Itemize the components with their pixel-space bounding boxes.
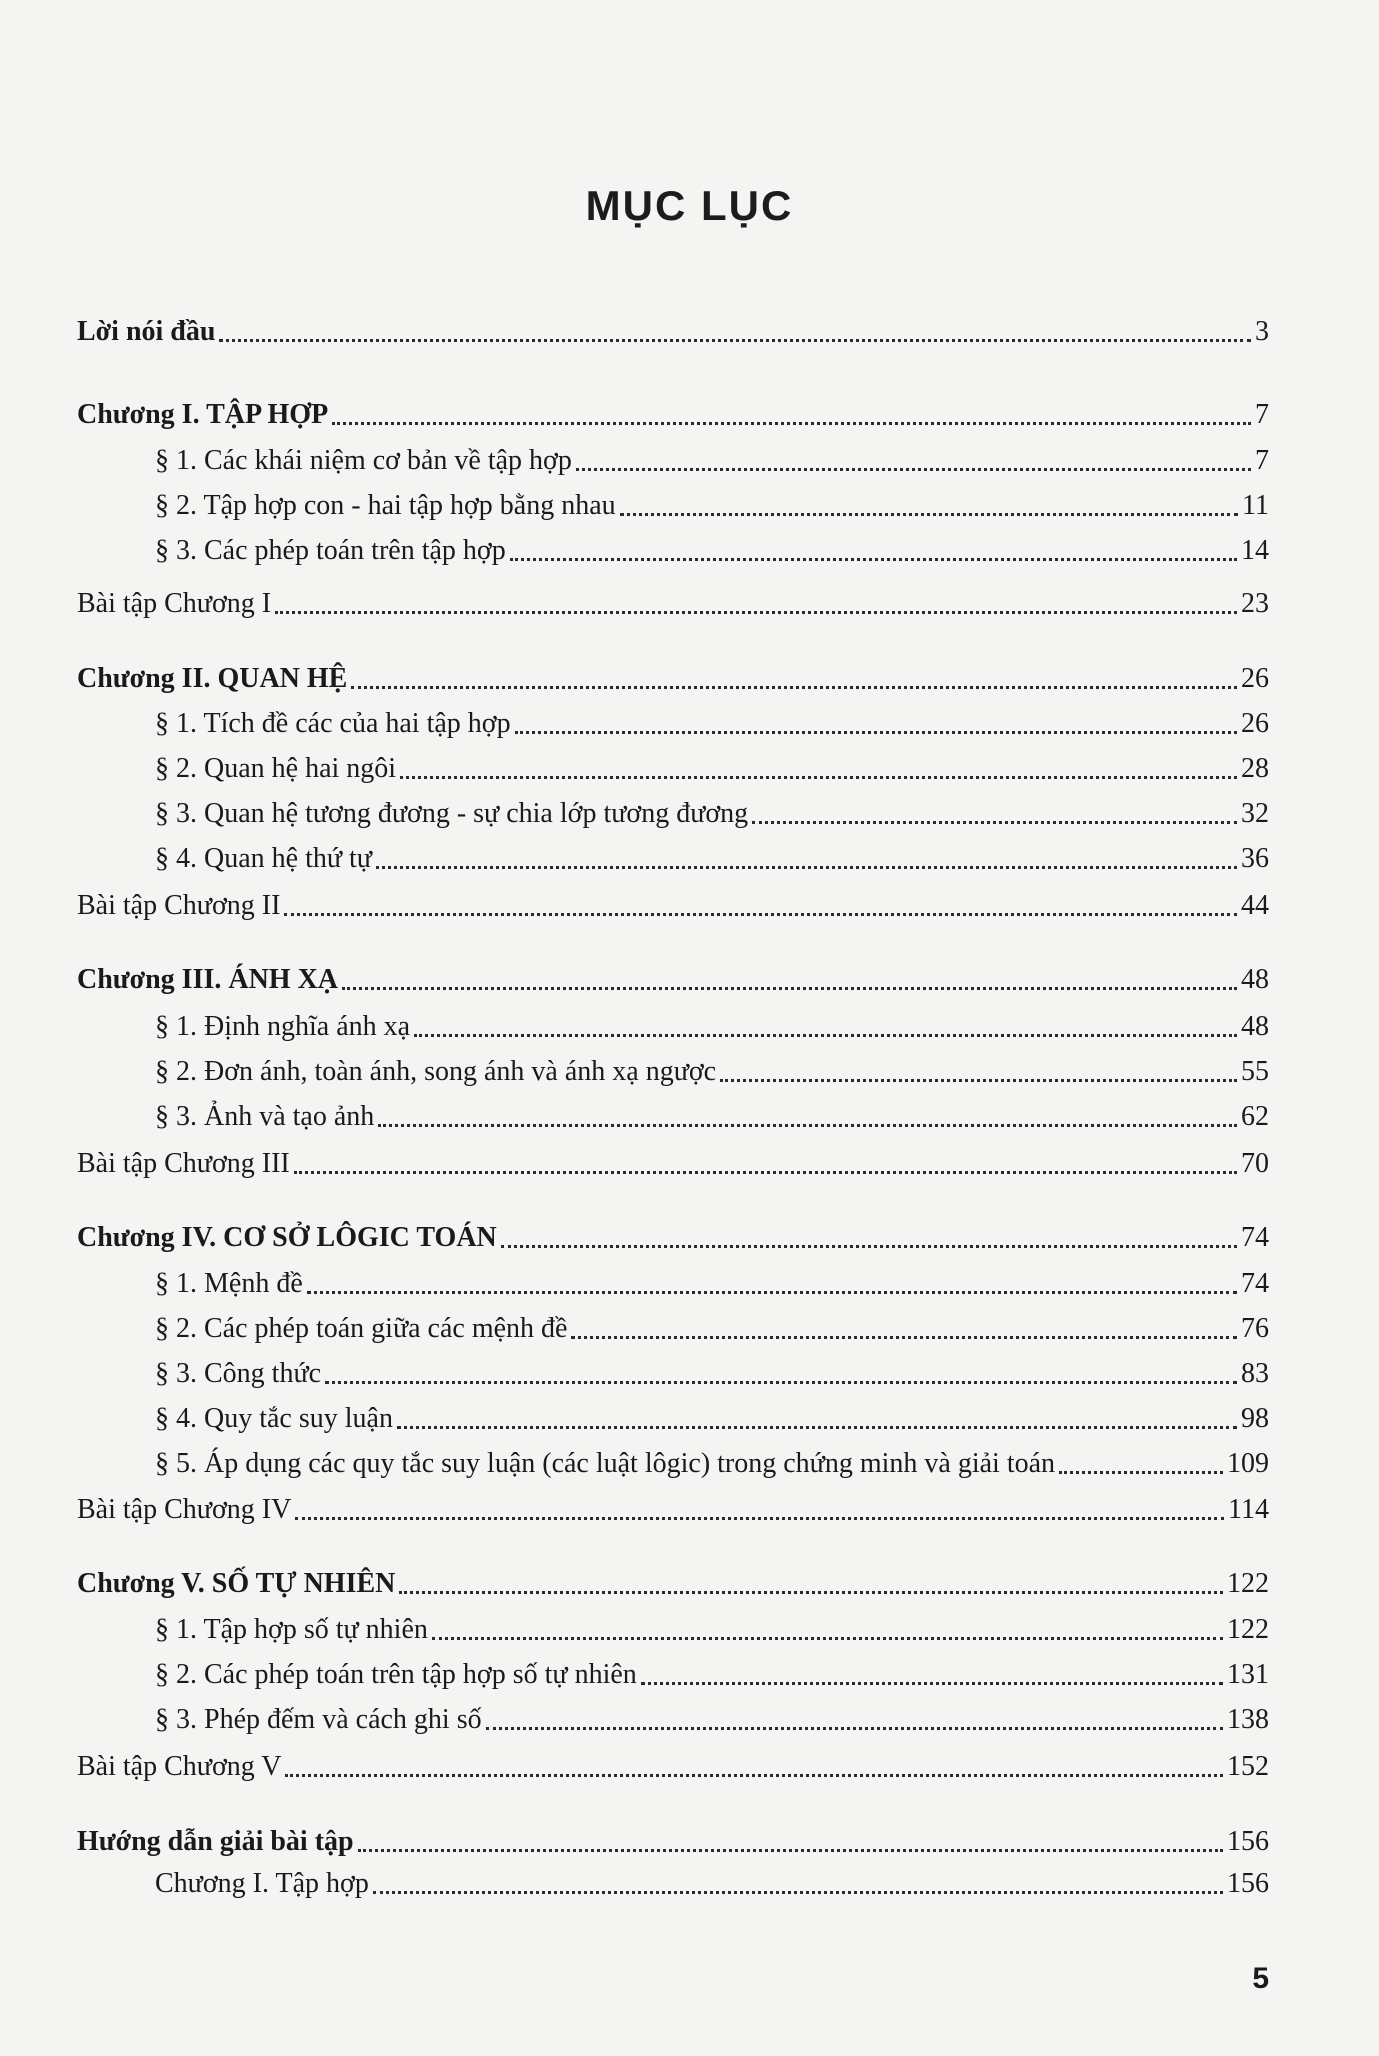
dot-leader [307, 1285, 1237, 1294]
toc-page-number: 156 [1227, 1868, 1269, 1899]
toc-page-number: 3 [1255, 316, 1269, 347]
toc-page-number: 11 [1242, 490, 1269, 521]
dot-leader [620, 507, 1238, 516]
toc-page-number: 23 [1241, 588, 1269, 619]
toc-entry-exercises[interactable] [77, 1745, 1269, 1785]
toc-entry-section[interactable] [155, 1005, 1269, 1045]
toc-page-number: 32 [1241, 798, 1269, 829]
toc-label: Bài tập Chương V [77, 1751, 282, 1782]
toc-page-number: 48 [1241, 1011, 1269, 1042]
toc-label: § 3. Công thức [155, 1358, 322, 1389]
dot-leader [432, 1631, 1223, 1640]
dot-leader [373, 1885, 1223, 1894]
toc-page-number: 83 [1241, 1358, 1269, 1389]
toc-entry-section[interactable] [155, 1442, 1269, 1482]
toc-entry-chapter-3[interactable] [77, 958, 1269, 998]
toc-entry-section[interactable] [155, 1862, 1269, 1902]
toc-entry-exercises[interactable] [77, 1142, 1269, 1182]
toc-entry-section[interactable] [155, 439, 1269, 479]
toc-entry-section[interactable] [155, 1608, 1269, 1648]
toc-page-number: 7 [1255, 399, 1269, 430]
dot-leader [397, 1420, 1237, 1429]
dot-leader [641, 1676, 1223, 1685]
toc-label: § 2. Tập hợp con - hai tập hợp bằng nhau [155, 490, 616, 521]
toc-entry-section[interactable] [155, 1698, 1269, 1738]
toc-page-number: 131 [1227, 1659, 1269, 1690]
toc-page-number: 48 [1241, 964, 1269, 995]
toc-entry-section[interactable] [155, 1397, 1269, 1437]
toc-page-number: 62 [1241, 1101, 1269, 1132]
toc-entry-exercises[interactable] [77, 582, 1269, 622]
dot-leader [378, 1118, 1237, 1127]
toc-label: § 1. Mệnh đề [155, 1268, 303, 1299]
toc-label: § 3. Ảnh và tạo ảnh [155, 1101, 375, 1132]
toc-label: § 4. Quan hệ thứ tự [155, 843, 372, 874]
toc-page-number: 152 [1227, 1751, 1269, 1782]
toc-entry-section[interactable] [155, 837, 1269, 877]
toc-label: Bài tập Chương III [77, 1148, 290, 1179]
toc-page-number: 28 [1241, 753, 1269, 784]
dot-leader [576, 462, 1251, 471]
toc-label: § 2. Các phép toán giữa các mệnh đề [155, 1313, 568, 1344]
toc-entry-exercises[interactable] [77, 884, 1269, 924]
dot-leader [1059, 1465, 1223, 1474]
dot-leader [515, 725, 1237, 734]
toc-entry-chapter-2[interactable] [77, 657, 1269, 697]
toc-entry-preface[interactable] [77, 310, 1269, 350]
dot-leader [501, 1239, 1237, 1248]
toc-page-number: 122 [1227, 1568, 1269, 1599]
dot-leader [325, 1375, 1237, 1384]
dot-leader [376, 860, 1237, 869]
toc-label: Chương III. ÁNH XẠ [77, 964, 339, 995]
toc-entry-section[interactable] [155, 484, 1269, 524]
toc-page-number: 122 [1227, 1614, 1269, 1645]
toc-page-number: 74 [1241, 1268, 1269, 1299]
dot-leader [571, 1330, 1237, 1339]
dot-leader [294, 1165, 1237, 1174]
toc-label: Chương II. QUAN HỆ [77, 663, 348, 694]
toc-entry-section[interactable] [155, 1653, 1269, 1693]
toc-page-number: 70 [1241, 1148, 1269, 1179]
toc-page-number: 109 [1227, 1448, 1269, 1479]
toc-page-number: 138 [1227, 1704, 1269, 1735]
dot-leader [284, 907, 1237, 916]
toc-entry-section[interactable] [155, 1095, 1269, 1135]
dot-leader [342, 981, 1237, 990]
toc-page-number: 36 [1241, 843, 1269, 874]
toc-label: § 3. Các phép toán trên tập hợp [155, 535, 506, 566]
dot-leader [295, 1511, 1224, 1520]
dot-leader [752, 815, 1237, 824]
toc-label: § 2. Đơn ánh, toàn ánh, song ánh và ánh xạ ngược [155, 1056, 717, 1087]
toc-label: Chương I. Tập hợp [155, 1868, 369, 1899]
toc-label: § 4. Quy tắc suy luận [155, 1403, 393, 1434]
dot-leader [399, 1585, 1223, 1594]
toc-entry-chapter-4[interactable] [77, 1216, 1269, 1256]
toc-label: Bài tập Chương I [77, 588, 272, 619]
page-number: 5 [1252, 1962, 1269, 1995]
toc-label: § 1. Định nghĩa ánh xạ [155, 1011, 411, 1042]
toc-entry-section[interactable] [155, 1050, 1269, 1090]
toc-label: Chương V. SỐ TỰ NHIÊN [77, 1568, 396, 1599]
dot-leader [720, 1073, 1237, 1082]
dot-leader [358, 1843, 1223, 1852]
page-title: MỤC LỤC [585, 182, 794, 229]
dot-leader [332, 416, 1251, 425]
dot-leader [219, 333, 1251, 342]
dot-leader [400, 770, 1237, 779]
toc-page-number: 26 [1241, 663, 1269, 694]
dot-leader [510, 552, 1237, 561]
dot-leader [285, 1768, 1223, 1777]
toc-label: Chương I. TẬP HỢP [77, 399, 329, 430]
dot-leader [486, 1721, 1223, 1730]
toc-entry-section[interactable] [155, 1307, 1269, 1347]
toc-label: Bài tập Chương II [77, 890, 281, 921]
toc-label: § 5. Áp dụng các quy tắc suy luận (các luật lôgic) trong chứng minh và giải toán [155, 1448, 1056, 1479]
toc-label: § 2. Quan hệ hai ngôi [155, 753, 397, 784]
dot-leader [351, 680, 1237, 689]
toc-page-number: 55 [1241, 1056, 1269, 1087]
dot-leader [414, 1028, 1237, 1037]
toc-label: § 2. Các phép toán trên tập hợp số tự nhiên [155, 1659, 637, 1690]
toc-label: § 3. Phép đếm và cách ghi số [155, 1704, 482, 1735]
toc-label: § 1. Tập hợp số tự nhiên [155, 1614, 428, 1645]
toc-page-number: 156 [1227, 1826, 1269, 1857]
toc-entry-solutions[interactable] [77, 1820, 1269, 1860]
toc-label: § 1. Các khái niệm cơ bản về tập hợp [155, 445, 572, 476]
dot-leader [275, 605, 1237, 614]
toc-entry-section[interactable] [155, 1352, 1269, 1392]
toc-page-number: 26 [1241, 708, 1269, 739]
toc-entry-chapter-5[interactable] [77, 1562, 1269, 1602]
toc-entry-section[interactable] [155, 1262, 1269, 1302]
toc-page-number: 76 [1241, 1313, 1269, 1344]
toc-page-number: 114 [1228, 1494, 1269, 1525]
toc-label: Bài tập Chương IV [77, 1494, 292, 1525]
toc-page-number: 74 [1241, 1222, 1269, 1253]
toc-label: Chương IV. CƠ SỞ LÔGIC TOÁN [77, 1222, 497, 1253]
toc-label: § 1. Tích đề các của hai tập hợp [155, 708, 511, 739]
toc-page-number: 44 [1241, 890, 1269, 921]
toc-page-number: 98 [1241, 1403, 1269, 1434]
toc-entry-exercises[interactable] [77, 1488, 1269, 1528]
toc-entry-section[interactable] [155, 529, 1269, 569]
toc-page-number: 7 [1255, 445, 1269, 476]
toc-entry-chapter-1[interactable] [77, 393, 1269, 433]
toc-entry-section[interactable] [155, 747, 1269, 787]
toc-label: § 3. Quan hệ tương đương - sự chia lớp tương đương [155, 798, 749, 829]
toc-entry-section[interactable] [155, 792, 1269, 832]
toc-page-number: 14 [1241, 535, 1269, 566]
toc-entry-section[interactable] [155, 702, 1269, 742]
toc-label: Hướng dẫn giải bài tập [77, 1826, 354, 1857]
toc-label: Lời nói đầu [77, 316, 216, 347]
